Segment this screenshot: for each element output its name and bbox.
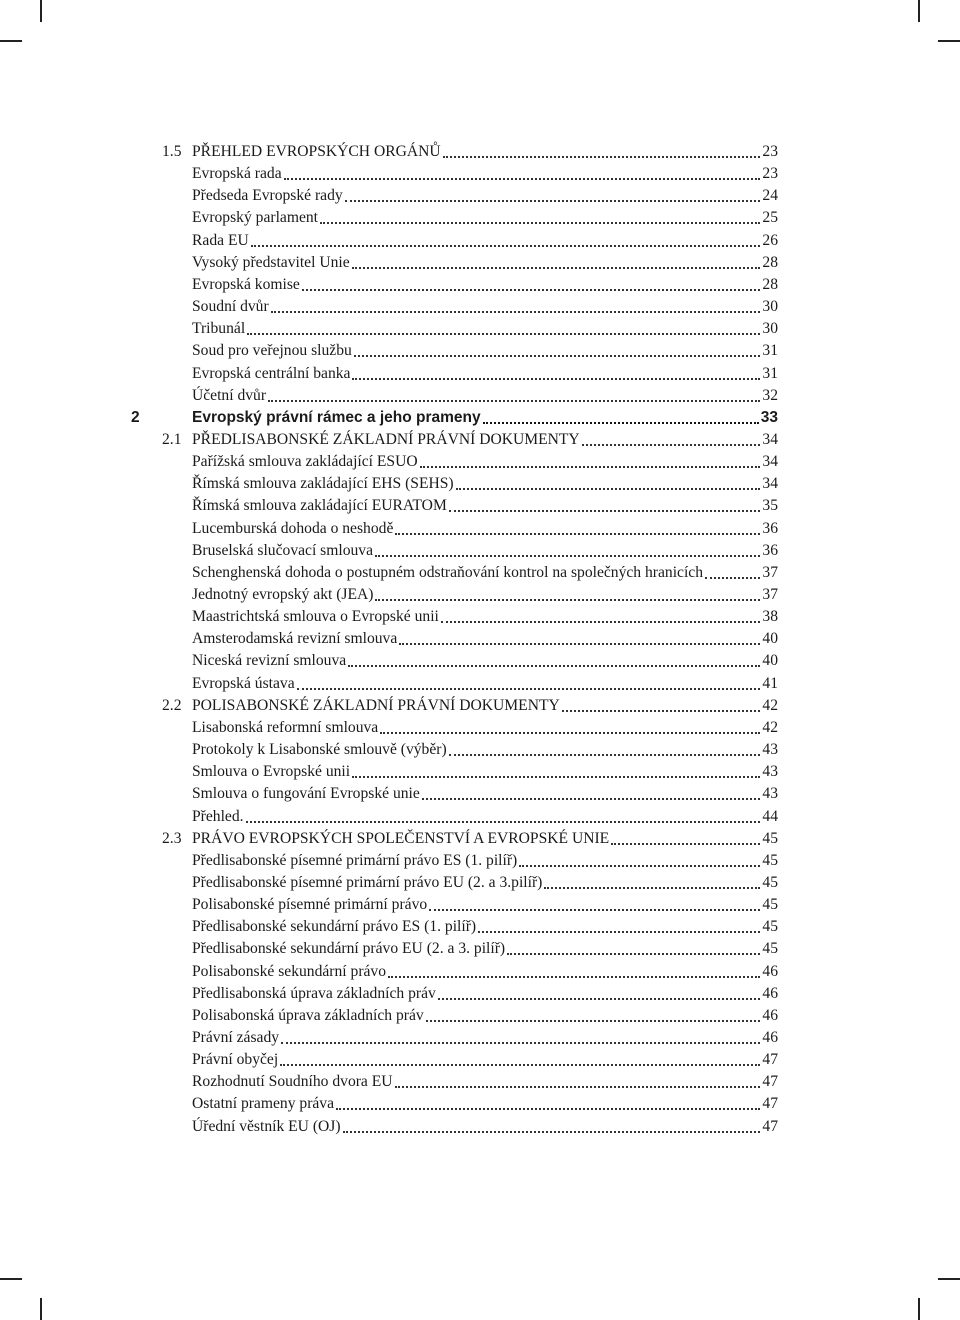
toc-leader-dots xyxy=(280,1064,760,1066)
toc-entry-page: 40 xyxy=(762,630,778,648)
toc-entry[interactable] xyxy=(0,163,960,185)
toc-entry[interactable] xyxy=(0,518,960,540)
toc-entry[interactable] xyxy=(0,872,960,894)
toc-leader-dots xyxy=(478,931,760,933)
toc-entry-title: Předlisabonská úprava základních práv xyxy=(192,984,436,1002)
toc-entry-page: 24 xyxy=(762,187,778,205)
toc-entry-page: 36 xyxy=(762,541,778,559)
toc-entry-title: Lisabonská reformní smlouva xyxy=(192,718,379,736)
toc-entry-page: 37 xyxy=(762,586,778,603)
toc-leader-dots xyxy=(247,333,760,335)
toc-entry-title: Rozhodnutí Soudního dvora EU xyxy=(192,1073,393,1091)
toc-leader-dots xyxy=(483,422,759,424)
toc-entry-page: 34 xyxy=(762,430,778,448)
toc-entry-title: Smlouva o Evropské unii xyxy=(192,763,351,781)
toc-leader-dots xyxy=(268,400,760,402)
toc-entry[interactable] xyxy=(0,429,960,451)
toc-entry[interactable] xyxy=(0,739,960,761)
toc-leader-dots xyxy=(426,1020,761,1022)
toc-entry-page: 46 xyxy=(762,962,778,980)
toc-entry[interactable] xyxy=(0,451,960,473)
toc-leader-dots xyxy=(281,1042,760,1044)
toc-entry-page: 46 xyxy=(762,984,778,1002)
toc-entry-page: 30 xyxy=(762,298,778,316)
toc-entry[interactable] xyxy=(0,1027,960,1049)
toc-entry[interactable] xyxy=(0,252,960,274)
toc-entry-page: 33 xyxy=(760,408,778,426)
toc-entry[interactable] xyxy=(0,850,960,872)
toc-entry-page: 37 xyxy=(762,563,778,581)
toc-entry[interactable] xyxy=(0,230,960,252)
toc-entry-number: 2.3 xyxy=(162,829,182,847)
toc-entry-title: PRÁVO EVROPSKÝCH SPOLEČENSTVÍ A EVROPSKÉ UNIE xyxy=(192,829,610,847)
toc-entry-page: 45 xyxy=(762,873,778,891)
toc-entry-page: 36 xyxy=(762,519,778,537)
toc-entry-page: 42 xyxy=(762,696,778,714)
toc-entry-page: 45 xyxy=(762,940,778,958)
toc-leader-dots xyxy=(297,688,761,690)
toc-entry-title: POLISABONSKÉ ZÁKLADNÍ PRÁVNÍ DOKUMENTY xyxy=(192,696,560,714)
crop-mark-bottom-right-h xyxy=(938,1278,960,1280)
toc-entry[interactable] xyxy=(0,407,960,429)
toc-entry-page: 28 xyxy=(762,253,778,271)
toc-entry-title: Pařížská smlouva zakládající ESUO xyxy=(192,453,418,471)
toc-entry-page: 43 xyxy=(762,785,778,803)
toc-entry-page: 47 xyxy=(762,1095,778,1113)
toc-leader-dots xyxy=(395,533,760,535)
toc-leader-dots xyxy=(519,865,760,867)
toc-entry-page: 28 xyxy=(762,275,778,293)
toc-entry-title: Protokoly k Lisabonské smlouvě (výběr) xyxy=(192,741,447,759)
toc-entry-page: 25 xyxy=(762,209,778,227)
toc-leader-dots xyxy=(399,643,760,645)
toc-entry-title: Předlisabonské sekundární právo ES (1. pilíř) xyxy=(192,918,477,936)
toc-entry[interactable] xyxy=(0,606,960,628)
toc-entry[interactable] xyxy=(0,340,960,362)
crop-mark-bottom-right xyxy=(918,1298,920,1320)
toc-entry-page: 31 xyxy=(762,342,778,360)
toc-entry[interactable] xyxy=(0,828,960,850)
toc-entry-title: Soudní dvůr xyxy=(192,298,269,316)
toc-leader-dots xyxy=(354,355,761,357)
toc-entry[interactable] xyxy=(0,1116,960,1138)
toc-entry-page: 45 xyxy=(762,851,778,869)
toc-entry-title: Smlouva o fungování Evropské unie xyxy=(192,785,420,803)
crop-mark-bottom-left-h xyxy=(0,1278,22,1280)
toc-entry-title: Amsterodamská revizní smlouva xyxy=(192,630,398,648)
toc-entry[interactable] xyxy=(0,1071,960,1093)
toc-leader-dots xyxy=(343,1131,761,1133)
toc-leader-dots xyxy=(246,821,761,823)
toc-entry-title: Maastrichtská smlouva o Evropské unii xyxy=(192,608,439,626)
toc-entry-page: 43 xyxy=(762,741,778,759)
toc-entry-title: Římská smlouva zakládající EHS (SEHS) xyxy=(192,475,454,493)
toc-leader-dots xyxy=(395,1086,761,1088)
toc-entry-title: Jednotný evropský akt (JEA) xyxy=(192,586,374,603)
crop-mark-top-left xyxy=(40,0,42,22)
toc-leader-dots xyxy=(441,621,761,623)
toc-entry-title: Bruselská slučovací smlouva xyxy=(192,541,374,559)
toc-entry[interactable] xyxy=(0,141,960,163)
toc-entry-title: PŘEDLISABONSKÉ ZÁKLADNÍ PRÁVNÍ DOKUMENTY xyxy=(192,430,580,448)
toc-leader-dots xyxy=(544,887,760,889)
toc-entry[interactable] xyxy=(0,673,960,695)
toc-entry-title: Evropská komise xyxy=(192,275,300,293)
toc-entry-page: 34 xyxy=(762,475,778,493)
toc-leader-dots xyxy=(352,378,760,380)
toc-leader-dots xyxy=(345,200,761,202)
toc-entry[interactable] xyxy=(0,495,960,517)
toc-entry-title: Římská smlouva zakládající EURATOM xyxy=(192,497,447,515)
toc-entry-page: 35 xyxy=(762,497,778,515)
toc-entry-number: 2.2 xyxy=(162,696,182,714)
toc-entry-page: 23 xyxy=(762,165,778,183)
toc-entry-page: 40 xyxy=(762,652,778,670)
toc-entry-page: 47 xyxy=(762,1051,778,1069)
toc-entry-title: Vysoký představitel Unie xyxy=(192,253,350,271)
toc-entry-number: 2.1 xyxy=(162,430,182,448)
toc-entry-title: Polisabonská úprava základních práv xyxy=(192,1006,424,1024)
toc-entry[interactable] xyxy=(0,1049,960,1071)
toc-leader-dots xyxy=(271,311,761,313)
toc-entry-title: Předseda Evropské rady xyxy=(192,187,343,205)
crop-mark-top-right-h xyxy=(938,40,960,42)
toc-leader-dots xyxy=(443,156,761,158)
toc-entry-page: 38 xyxy=(762,608,778,626)
toc-entry[interactable] xyxy=(0,717,960,739)
toc-leader-dots xyxy=(251,245,761,247)
toc-entry-title: Schenghenská dohoda o postupném odstraňování kontrol na společných hranicích xyxy=(192,563,704,581)
toc-entry[interactable] xyxy=(0,562,960,584)
toc-leader-dots xyxy=(380,732,760,734)
toc-entry-title: Rada EU xyxy=(192,231,249,249)
toc-entry-page: 30 xyxy=(762,320,778,338)
toc-entry-title: Právní zásady xyxy=(192,1029,280,1046)
toc-leader-dots xyxy=(352,267,761,269)
toc-entry-title: Tribunál xyxy=(192,320,246,338)
toc-entry-page: 23 xyxy=(762,143,778,160)
toc-entry-title: Předlisabonské písemné primární právo ES (1. pilíř) xyxy=(192,851,518,869)
toc-entry-title: Polisabonské písemné primární právo xyxy=(192,896,428,914)
toc-entry[interactable] xyxy=(0,1093,960,1115)
toc-entry[interactable] xyxy=(0,783,960,805)
toc-leader-dots xyxy=(429,909,760,911)
toc-leader-dots xyxy=(336,1108,760,1110)
toc-entry-title: Předlisabonské písemné primární právo EU (2. a 3.pilíř) xyxy=(192,873,543,891)
toc-entry-title: Evropský parlament xyxy=(192,209,319,227)
toc-entry-page: 47 xyxy=(762,1117,778,1135)
crop-mark-top-left-h xyxy=(0,40,22,42)
toc-entry-page: 45 xyxy=(762,829,778,847)
toc-leader-dots xyxy=(388,976,760,978)
toc-entry-title: Ostatní prameny práva xyxy=(192,1095,335,1113)
toc-entry-page: 41 xyxy=(762,674,778,692)
toc-entry[interactable] xyxy=(0,650,960,672)
toc-entry-page: 34 xyxy=(762,453,778,471)
toc-entry[interactable] xyxy=(0,961,960,983)
toc-entry-page: 46 xyxy=(762,1029,778,1046)
toc-entry[interactable] xyxy=(0,628,960,650)
toc-entry-title: Úřední věstník EU (OJ) xyxy=(192,1117,341,1135)
toc-leader-dots xyxy=(320,222,760,224)
toc-entry[interactable] xyxy=(0,274,960,296)
crop-mark-bottom-left xyxy=(40,1298,42,1320)
toc-leader-dots xyxy=(449,510,761,512)
toc-entry-title: Niceská revizní smlouva xyxy=(192,652,347,670)
toc-entry-title: PŘEHLED EVROPSKÝCH ORGÁNŮ xyxy=(192,143,441,160)
toc-leader-dots xyxy=(375,599,760,601)
toc-entry-title: Evropský právní rámec a jeho prameny xyxy=(192,408,481,426)
toc-entry-title: Evropská rada xyxy=(192,165,282,183)
toc-entry-page: 46 xyxy=(762,1006,778,1024)
toc-leader-dots xyxy=(348,665,760,667)
toc-leader-dots xyxy=(449,754,761,756)
toc-entry-title: Evropská ústava xyxy=(192,674,295,692)
toc-entry-title: Právní obyčej xyxy=(192,1051,279,1069)
toc-entry-title: Lucemburská dohoda o neshodě xyxy=(192,519,394,537)
toc-entry[interactable] xyxy=(0,385,960,407)
toc-entry[interactable] xyxy=(0,695,960,717)
toc-entry[interactable] xyxy=(0,473,960,495)
toc-leader-dots xyxy=(507,953,760,955)
toc-entry-page: 32 xyxy=(762,386,778,404)
toc-entry[interactable] xyxy=(0,363,960,385)
toc-entry-page: 42 xyxy=(762,718,778,736)
toc-entry[interactable] xyxy=(0,318,960,340)
toc-entry[interactable] xyxy=(0,584,960,606)
toc-entry-page: 43 xyxy=(762,763,778,781)
toc-entry-page: 26 xyxy=(762,231,778,249)
toc-entry[interactable] xyxy=(0,894,960,916)
toc-leader-dots xyxy=(456,488,761,490)
toc-entry[interactable] xyxy=(0,761,960,783)
toc-entry[interactable] xyxy=(0,916,960,938)
toc-leader-dots xyxy=(284,178,761,180)
toc-entry-title: Soud pro veřejnou službu xyxy=(192,342,352,360)
toc-leader-dots xyxy=(611,843,760,845)
toc-entry[interactable] xyxy=(0,1005,960,1027)
toc-entry[interactable] xyxy=(0,983,960,1005)
toc-leader-dots xyxy=(438,998,761,1000)
toc-leader-dots xyxy=(352,776,760,778)
toc-entry-page: 45 xyxy=(762,918,778,936)
toc-leader-dots xyxy=(705,577,760,579)
toc-leader-dots xyxy=(420,466,761,468)
toc-entry[interactable] xyxy=(0,806,960,828)
toc-entry-page: 45 xyxy=(762,896,778,914)
toc-leader-dots xyxy=(302,289,761,291)
toc-entry-title: Předlisabonské sekundární právo EU (2. a 3. pilíř) xyxy=(192,940,506,958)
toc-entry[interactable] xyxy=(0,207,960,229)
toc-entry-number: 2 xyxy=(131,408,140,426)
toc-entry[interactable] xyxy=(0,296,960,318)
toc-entry-title: Evropská centrální banka xyxy=(192,364,351,382)
toc-entry-number: 1.5 xyxy=(162,143,182,160)
toc-leader-dots xyxy=(562,710,761,712)
toc-entry-page: 44 xyxy=(762,807,778,825)
crop-mark-top-right xyxy=(918,0,920,22)
toc-leader-dots xyxy=(375,555,760,557)
toc-entry[interactable] xyxy=(0,540,960,562)
toc-entry-title: Polisabonské sekundární právo xyxy=(192,962,387,980)
toc-entry-page: 31 xyxy=(762,364,778,382)
toc-entry-title: Účetní dvůr xyxy=(192,386,267,404)
toc-entry[interactable] xyxy=(0,185,960,207)
toc-entry-title: Přehled. xyxy=(192,807,244,825)
toc-leader-dots xyxy=(582,444,761,446)
toc-entry-page: 47 xyxy=(762,1073,778,1091)
toc-entry[interactable] xyxy=(0,938,960,960)
toc-leader-dots xyxy=(422,798,761,800)
